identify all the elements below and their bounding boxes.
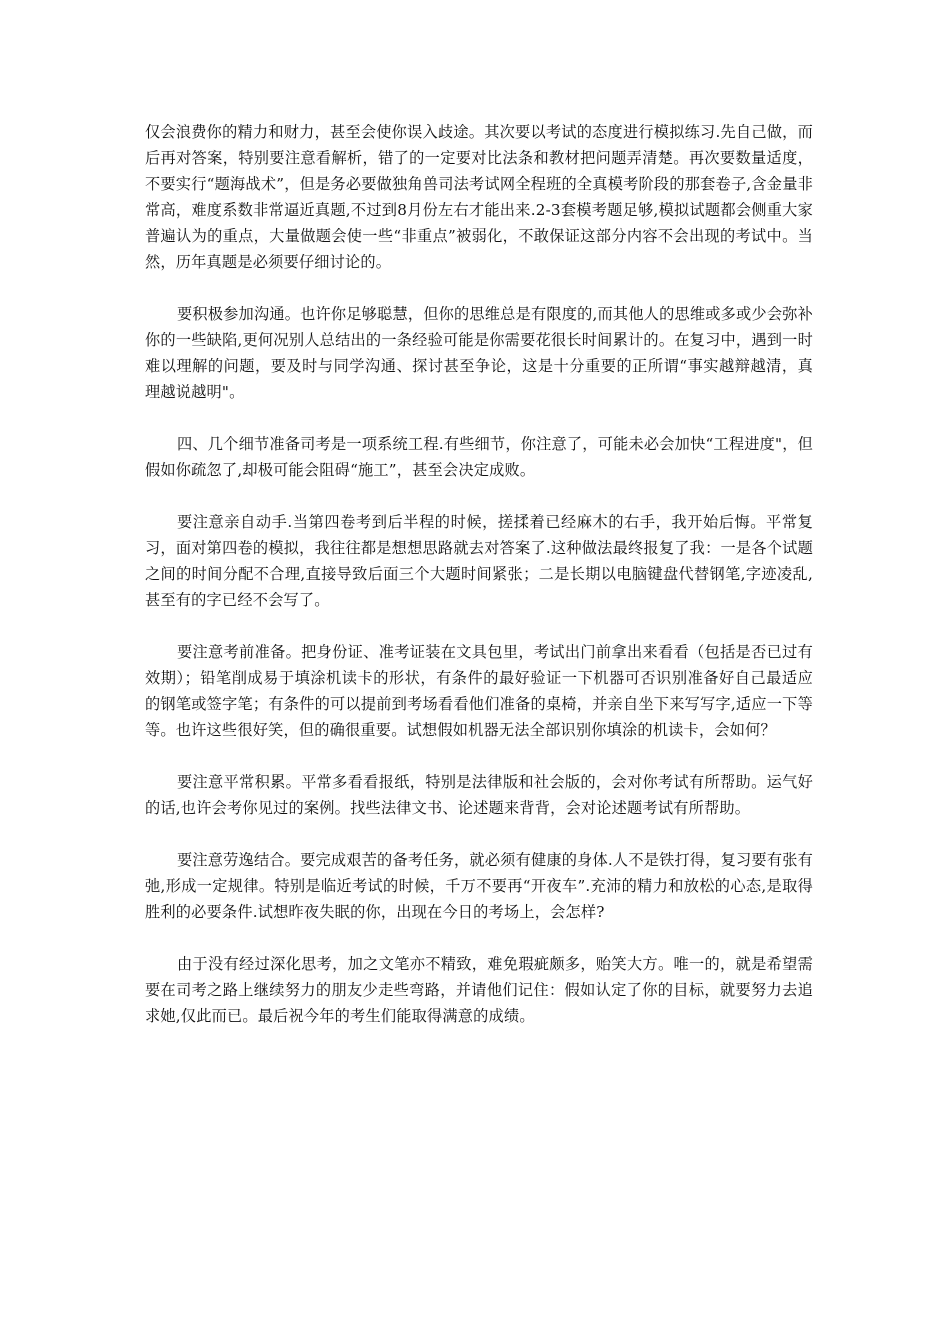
paragraph-communication: 要积极参加沟通。也许你足够聪慧，但你的思维总是有限度的,而其他人的思维或多或少会弥补你的一些缺陷,更何况别人总结出的一条经验可能是你需要花很长时间累计的。在复习中，遇到一时难以理解的问题，要及时与同学沟通、探讨甚至争论，这是十分重要的正所谓“事实越辩越清，真理越说越明"。 <box>145 305 813 401</box>
paragraph-details-heading: 四、几个细节准备司考是一项系统工程.有些细节，你注意了，可能未必会加快“工程进度"，但假如你疏忽了,却极可能会阻碍“施工”，甚至会决定成败。 <box>145 435 813 479</box>
paragraph-conclusion: 由于没有经过深化思考，加之文笔亦不精致，难免瑕疵颇多，贻笑大方。唯一的，就是希望需要在司考之路上继续努力的朋友少走些弯路，并请他们记住：假如认定了你的目标，就要努力去追求她,仅此而已。最后祝今年的考生们能取得满意的成绩。 <box>145 955 813 1025</box>
paragraph-continuation: 仅会浪费你的精力和财力，甚至会使你误入歧途。其次要以考试的态度进行模拟练习.先自己做，而后再对答案，特别要注意看解析，错了的一定要对比法条和教材把问题弄清楚。再次要数量适度，不要实行“题海战术”，但是务必要做独角兽司法考试网全程班的全真模考阶段的那套卷子,含金量非常高，难度系数非常逼近真题,不过到8月份左右才能出来.2-3套模考题足够,模拟试题都会侧重大家普遍认为的重点，大量做题会使一些“非重点”被弱化，不敢保证这部分内容不会出现的考试中。当然，历年真题是必须要仔细讨论的。 <box>145 123 813 271</box>
paragraph-work-rest-balance: 要注意劳逸结合。要完成艰苦的备考任务，就必须有健康的身体.人不是铁打得，复习要有张有弛,形成一定规律。特别是临近考试的时候，千万不要再“开夜车”.充沛的精力和放松的心态,是取得胜利的必要条件.试想昨夜失眠的你，出现在今日的考场上，会怎样? <box>145 851 813 921</box>
document-body <box>145 119 813 1055</box>
paragraph-handwriting: 要注意亲自动手.当第四卷考到后半程的时候，搓揉着已经麻木的右手，我开始后悔。平常复习，面对第四卷的模拟，我往往都是想想思路就去对答案了.这种做法最终报复了我：一是各个试题之间的时间分配不合理,直接导致后面三个大题时间紧张；二是长期以电脑键盘代替钢笔,字迹凌乱,甚至有的字已经不会写了。 <box>145 513 813 609</box>
paragraph-accumulation: 要注意平常积累。平常多看看报纸，特别是法律版和社会版的，会对你考试有所帮助。运气好的话,也许会考你见过的案例。找些法律文书、论述题来背背，会对论述题考试有所帮助。 <box>145 773 813 817</box>
paragraph-exam-preparation: 要注意考前准备。把身份证、准考证装在文具包里，考试出门前拿出来看看（包括是否已过有效期）；铅笔削成易于填涂机读卡的形状，有条件的最好验证一下机器可否识别准备好自己最适应的钢笔或签字笔；有条件的可以提前到考场看看他们准备的桌椅，并亲自坐下来写写字,适应一下等等。也许这些很好笑，但的确很重要。试想假如机器无法全部识别你填涂的机读卡，会如何？ <box>145 643 813 739</box>
